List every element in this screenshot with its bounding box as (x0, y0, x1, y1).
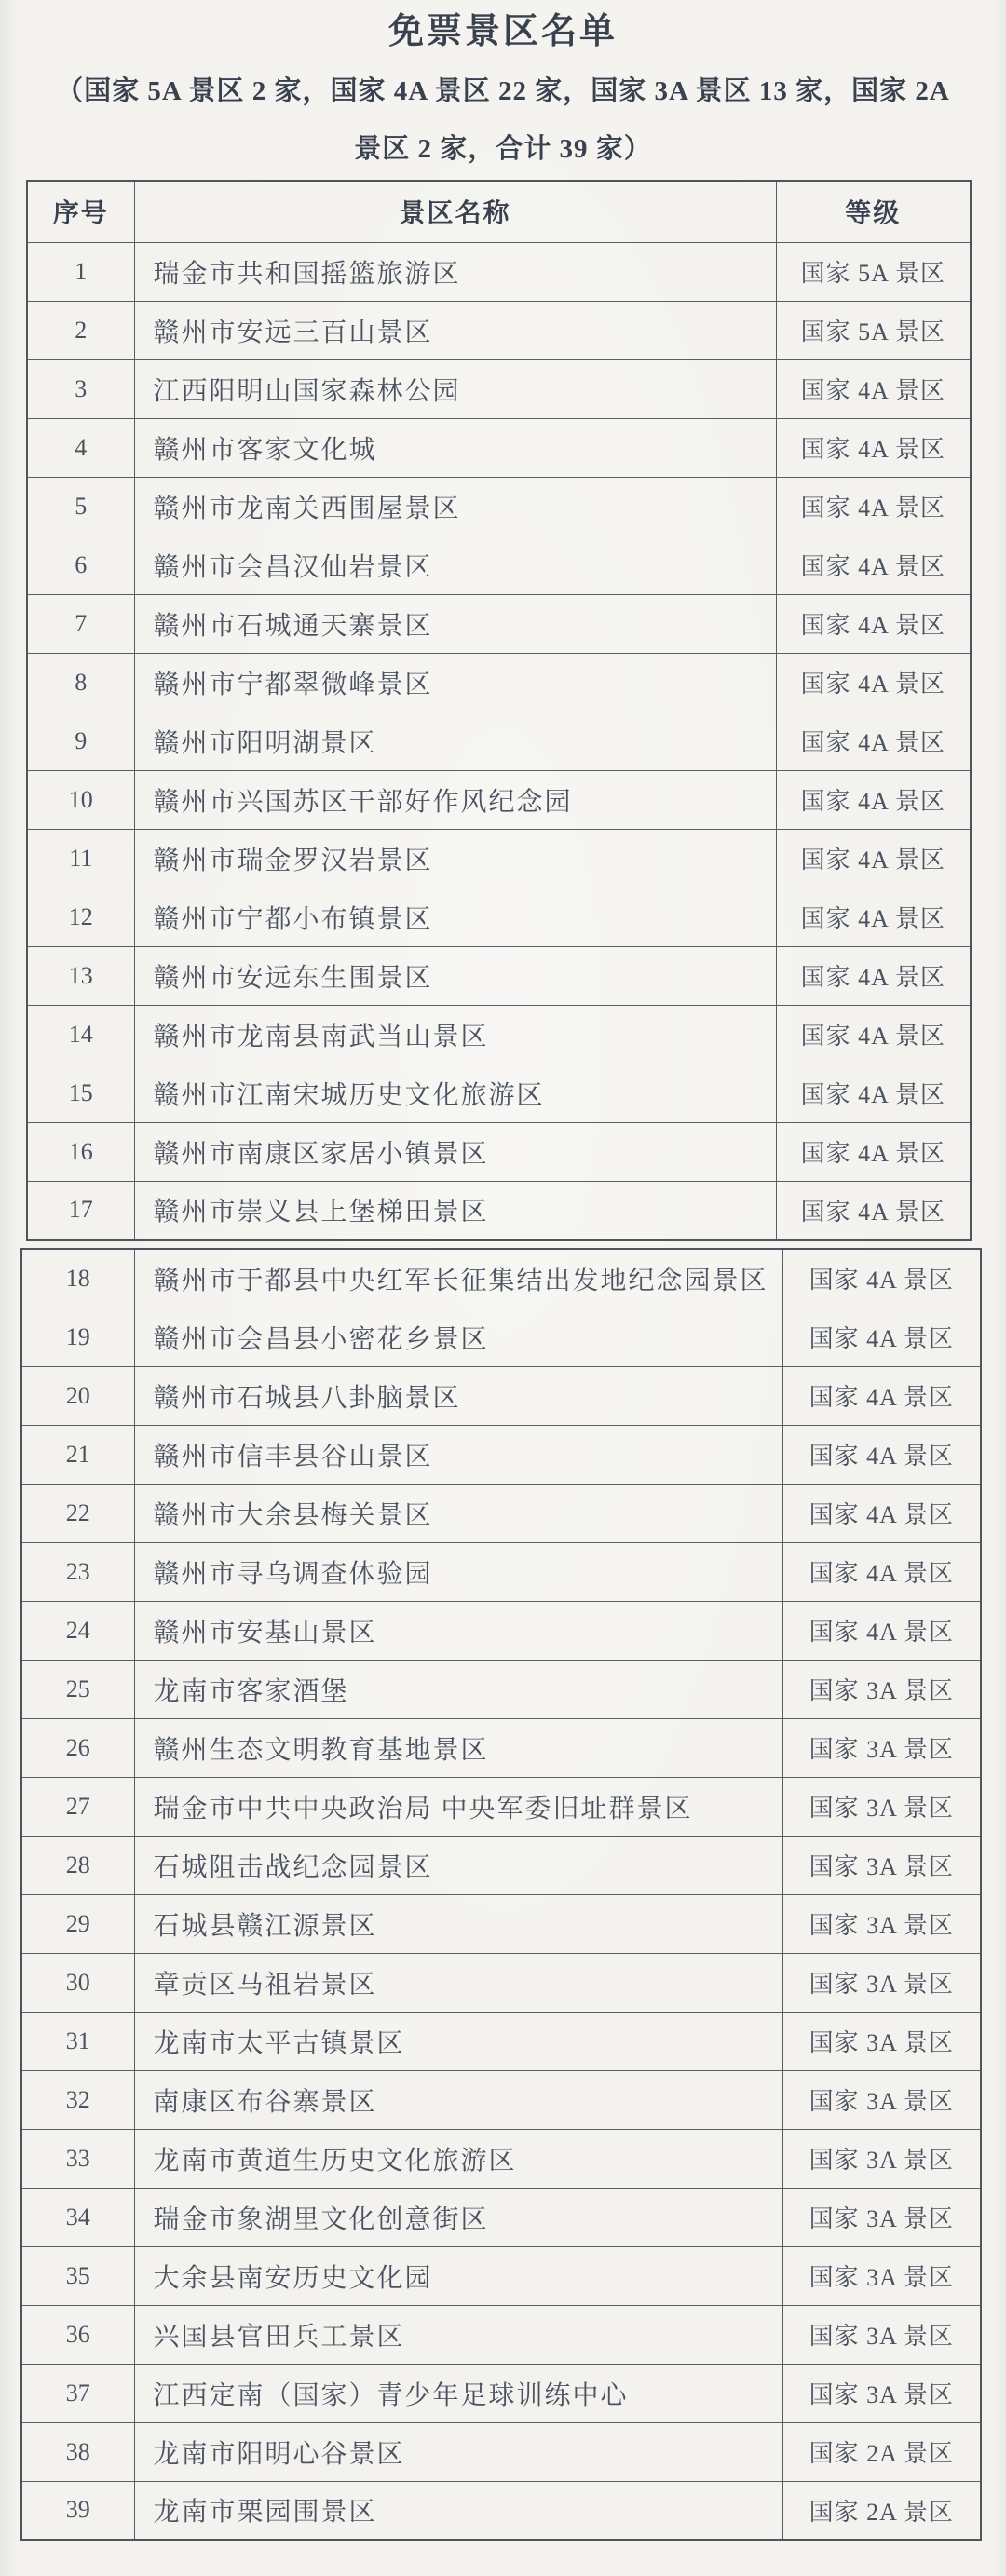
scenic-area-grade: 国家 4A 景区 (776, 1064, 971, 1122)
table-row (27, 359, 971, 418)
scenic-area-grade: 国家 4A 景区 (776, 418, 971, 477)
scenic-area-name: 石城县赣江源景区 (134, 1894, 782, 1953)
scenic-area-name: 龙南市黄道生历史文化旅游区 (134, 2129, 782, 2188)
table-row (27, 1181, 971, 1240)
scenic-area-grade: 国家 3A 景区 (782, 1836, 981, 1894)
scenic-area-name: 赣州市安远三百山景区 (134, 301, 776, 359)
table-row (21, 1484, 981, 1542)
table-row (27, 477, 971, 536)
table-row (21, 2364, 981, 2422)
table-row (21, 2188, 981, 2246)
scenic-area-name: 龙南市客家酒堡 (134, 1660, 782, 1718)
scenic-area-grade: 国家 4A 景区 (776, 829, 971, 888)
row-index: 22 (21, 1484, 134, 1542)
scenic-area-name: 赣州市江南宋城历史文化旅游区 (134, 1064, 776, 1122)
row-index: 35 (21, 2246, 134, 2305)
table-row (21, 2129, 981, 2188)
scenic-area-name: 龙南市太平古镇景区 (134, 2012, 782, 2070)
table-row (21, 2012, 981, 2070)
scenic-area-name: 兴国县官田兵工景区 (134, 2305, 782, 2364)
table-row (21, 1777, 981, 1836)
table-row (27, 418, 971, 477)
scenic-area-grade: 国家 4A 景区 (776, 1181, 971, 1240)
scenic-area-name: 赣州市石城通天寨景区 (134, 594, 776, 653)
table-row (21, 1249, 981, 1308)
row-index: 31 (21, 2012, 134, 2070)
scenic-area-name: 赣州生态文明教育基地景区 (134, 1718, 782, 1777)
scenic-area-name: 龙南市阳明心谷景区 (134, 2422, 782, 2481)
row-index: 13 (27, 946, 134, 1005)
scenic-area-grade: 国家 4A 景区 (782, 1542, 981, 1601)
row-index: 21 (21, 1425, 134, 1484)
scenic-area-grade: 国家 4A 景区 (776, 946, 971, 1005)
row-index: 7 (27, 594, 134, 653)
row-index: 6 (27, 536, 134, 594)
table-row (27, 301, 971, 359)
table-row (21, 1953, 981, 2012)
row-index: 3 (27, 359, 134, 418)
row-index: 10 (27, 770, 134, 829)
scenic-area-grade: 国家 4A 景区 (782, 1249, 981, 1308)
row-index: 11 (27, 829, 134, 888)
scenic-area-grade: 国家 3A 景区 (782, 1718, 981, 1777)
scenic-area-grade: 国家 4A 景区 (776, 888, 971, 946)
scenic-area-name: 赣州市信丰县谷山景区 (134, 1425, 782, 1484)
scenic-area-grade: 国家 4A 景区 (776, 1005, 971, 1064)
table-row (27, 946, 971, 1005)
table-row (21, 1425, 981, 1484)
row-index: 36 (21, 2305, 134, 2364)
row-index: 5 (27, 477, 134, 536)
row-index: 38 (21, 2422, 134, 2481)
table-row (21, 2305, 981, 2364)
scenic-area-name: 赣州市阳明湖景区 (134, 712, 776, 770)
row-index: 1 (27, 242, 134, 301)
scenic-area-name: 赣州市大余县梅关景区 (134, 1484, 782, 1542)
row-index: 17 (27, 1181, 134, 1240)
table-row (21, 1660, 981, 1718)
row-index: 12 (27, 888, 134, 946)
row-index: 26 (21, 1718, 134, 1777)
scenic-area-name: 龙南市栗园围景区 (134, 2481, 782, 2540)
table-row (21, 1542, 981, 1601)
scenic-area-grade: 国家 3A 景区 (782, 2246, 981, 2305)
scenic-area-grade: 国家 5A 景区 (776, 242, 971, 301)
scenic-area-grade: 国家 4A 景区 (776, 477, 971, 536)
scenic-area-name: 赣州市会昌县小密花乡景区 (134, 1308, 782, 1366)
scenic-area-name: 赣州市会昌汉仙岩景区 (134, 536, 776, 594)
table-row (21, 2070, 981, 2129)
scenic-area-name: 赣州市客家文化城 (134, 418, 776, 477)
scenic-area-grade: 国家 4A 景区 (782, 1366, 981, 1425)
row-index: 4 (27, 418, 134, 477)
scenic-area-name: 江西阳明山国家森林公园 (134, 359, 776, 418)
scenic-area-grade: 国家 4A 景区 (782, 1601, 981, 1660)
scenic-area-grade: 国家 4A 景区 (776, 1122, 971, 1181)
scenic-area-name: 赣州市宁都小布镇景区 (134, 888, 776, 946)
scenic-area-name: 瑞金市共和国摇篮旅游区 (134, 242, 776, 301)
row-index: 18 (21, 1249, 134, 1308)
table-header-row (27, 181, 971, 242)
row-index: 14 (27, 1005, 134, 1064)
row-index: 33 (21, 2129, 134, 2188)
table-row (27, 829, 971, 888)
scenic-area-grade: 国家 3A 景区 (782, 2129, 981, 2188)
scenic-area-grade: 国家 4A 景区 (776, 359, 971, 418)
scenic-area-grade: 国家 3A 景区 (782, 1777, 981, 1836)
row-index: 2 (27, 301, 134, 359)
page-title: 免票景区名单 (387, 12, 618, 51)
row-index: 24 (21, 1601, 134, 1660)
table-row (21, 2481, 981, 2540)
row-index: 34 (21, 2188, 134, 2246)
table-row (21, 1601, 981, 1660)
table-row (27, 536, 971, 594)
table-row (21, 1836, 981, 1894)
row-index: 15 (27, 1064, 134, 1122)
scenic-area-grade: 国家 4A 景区 (776, 712, 971, 770)
scenic-area-grade: 国家 3A 景区 (782, 2305, 981, 2364)
table-row (27, 1122, 971, 1181)
scenic-area-grade: 国家 3A 景区 (782, 2188, 981, 2246)
scenic-area-name: 赣州市寻乌调查体验园 (134, 1542, 782, 1601)
table-row (27, 1005, 971, 1064)
row-index: 30 (21, 1953, 134, 2012)
scenic-area-name: 赣州市石城县八卦脑景区 (134, 1366, 782, 1425)
scenic-area-name: 赣州市安基山景区 (134, 1601, 782, 1660)
row-index: 8 (27, 653, 134, 712)
scenic-area-name: 赣州市龙南关西围屋景区 (134, 477, 776, 536)
scenic-area-name: 大余县南安历史文化园 (134, 2246, 782, 2305)
scenic-area-name: 赣州市南康区家居小镇景区 (134, 1122, 776, 1181)
scenic-area-name: 石城阻击战纪念园景区 (134, 1836, 782, 1894)
table-row (21, 2246, 981, 2305)
table-row (27, 888, 971, 946)
scenic-area-name: 赣州市龙南县南武当山景区 (134, 1005, 776, 1064)
row-index: 32 (21, 2070, 134, 2129)
scenic-area-grade: 国家 3A 景区 (782, 1894, 981, 1953)
row-index: 37 (21, 2364, 134, 2422)
subtitle-line-2: 景区 2 家，合计 39 家） (354, 134, 652, 164)
subtitle-line-1: （国家 5A 景区 2 家，国家 4A 景区 22 家，国家 3A 景区 13 家，国家 2A (56, 76, 950, 106)
row-index: 19 (21, 1308, 134, 1366)
table-row (21, 1366, 981, 1425)
scenic-area-name: 赣州市崇义县上堡梯田景区 (134, 1181, 776, 1240)
scenic-area-name: 瑞金市象湖里文化创意街区 (134, 2188, 782, 2246)
table-row (21, 2422, 981, 2481)
row-index: 25 (21, 1660, 134, 1718)
scenic-area-grade: 国家 3A 景区 (782, 2012, 981, 2070)
scenic-area-name: 赣州市兴国苏区干部好作风纪念园 (134, 770, 776, 829)
table-row (27, 770, 971, 829)
row-index: 9 (27, 712, 134, 770)
table-row (21, 1308, 981, 1366)
table-row (27, 712, 971, 770)
scenic-area-name: 赣州市安远东生围景区 (134, 946, 776, 1005)
scenic-area-name: 章贡区马祖岩景区 (134, 1953, 782, 2012)
scenic-area-grade: 国家 4A 景区 (782, 1308, 981, 1366)
row-index: 28 (21, 1836, 134, 1894)
scenic-area-grade: 国家 3A 景区 (782, 1660, 981, 1718)
table-row (27, 242, 971, 301)
scenic-area-grade: 国家 5A 景区 (776, 301, 971, 359)
col-header-index: 序号 (27, 181, 134, 242)
row-index: 29 (21, 1894, 134, 1953)
scenic-area-grade: 国家 4A 景区 (776, 770, 971, 829)
scenic-area-grade: 国家 3A 景区 (782, 1953, 981, 2012)
scenic-area-grade: 国家 4A 景区 (776, 536, 971, 594)
scenic-area-grade: 国家 2A 景区 (782, 2422, 981, 2481)
col-header-grade: 等级 (776, 181, 971, 242)
scenic-area-grade: 国家 3A 景区 (782, 2364, 981, 2422)
scenic-area-grade: 国家 2A 景区 (782, 2481, 981, 2540)
scenic-area-grade: 国家 4A 景区 (776, 653, 971, 712)
table-row (21, 1894, 981, 1953)
scenic-area-name: 江西定南（国家）青少年足球训练中心 (134, 2364, 782, 2422)
table-row (21, 1718, 981, 1777)
scenic-area-name: 赣州市宁都翠微峰景区 (134, 653, 776, 712)
scenic-area-grade: 国家 4A 景区 (776, 594, 971, 653)
table-row (27, 1064, 971, 1122)
table-row (27, 594, 971, 653)
scenic-area-table-section-1 (26, 180, 972, 1241)
scenic-area-grade: 国家 4A 景区 (782, 1425, 981, 1484)
table-row (27, 653, 971, 712)
row-index: 27 (21, 1777, 134, 1836)
scenic-area-name: 瑞金市中共中央政治局 中央军委旧址群景区 (134, 1777, 782, 1836)
scenic-area-name: 南康区布谷寨景区 (134, 2070, 782, 2129)
row-index: 16 (27, 1122, 134, 1181)
row-index: 39 (21, 2481, 134, 2540)
scenic-area-table-section-2 (20, 1248, 982, 2541)
row-index: 23 (21, 1542, 134, 1601)
col-header-name: 景区名称 (134, 181, 776, 242)
row-index: 20 (21, 1366, 134, 1425)
scenic-area-name: 赣州市于都县中央红军长征集结出发地纪念园景区 (134, 1249, 782, 1308)
scenic-area-grade: 国家 3A 景区 (782, 2070, 981, 2129)
scenic-area-grade: 国家 4A 景区 (782, 1484, 981, 1542)
scenic-area-name: 赣州市瑞金罗汉岩景区 (134, 829, 776, 888)
